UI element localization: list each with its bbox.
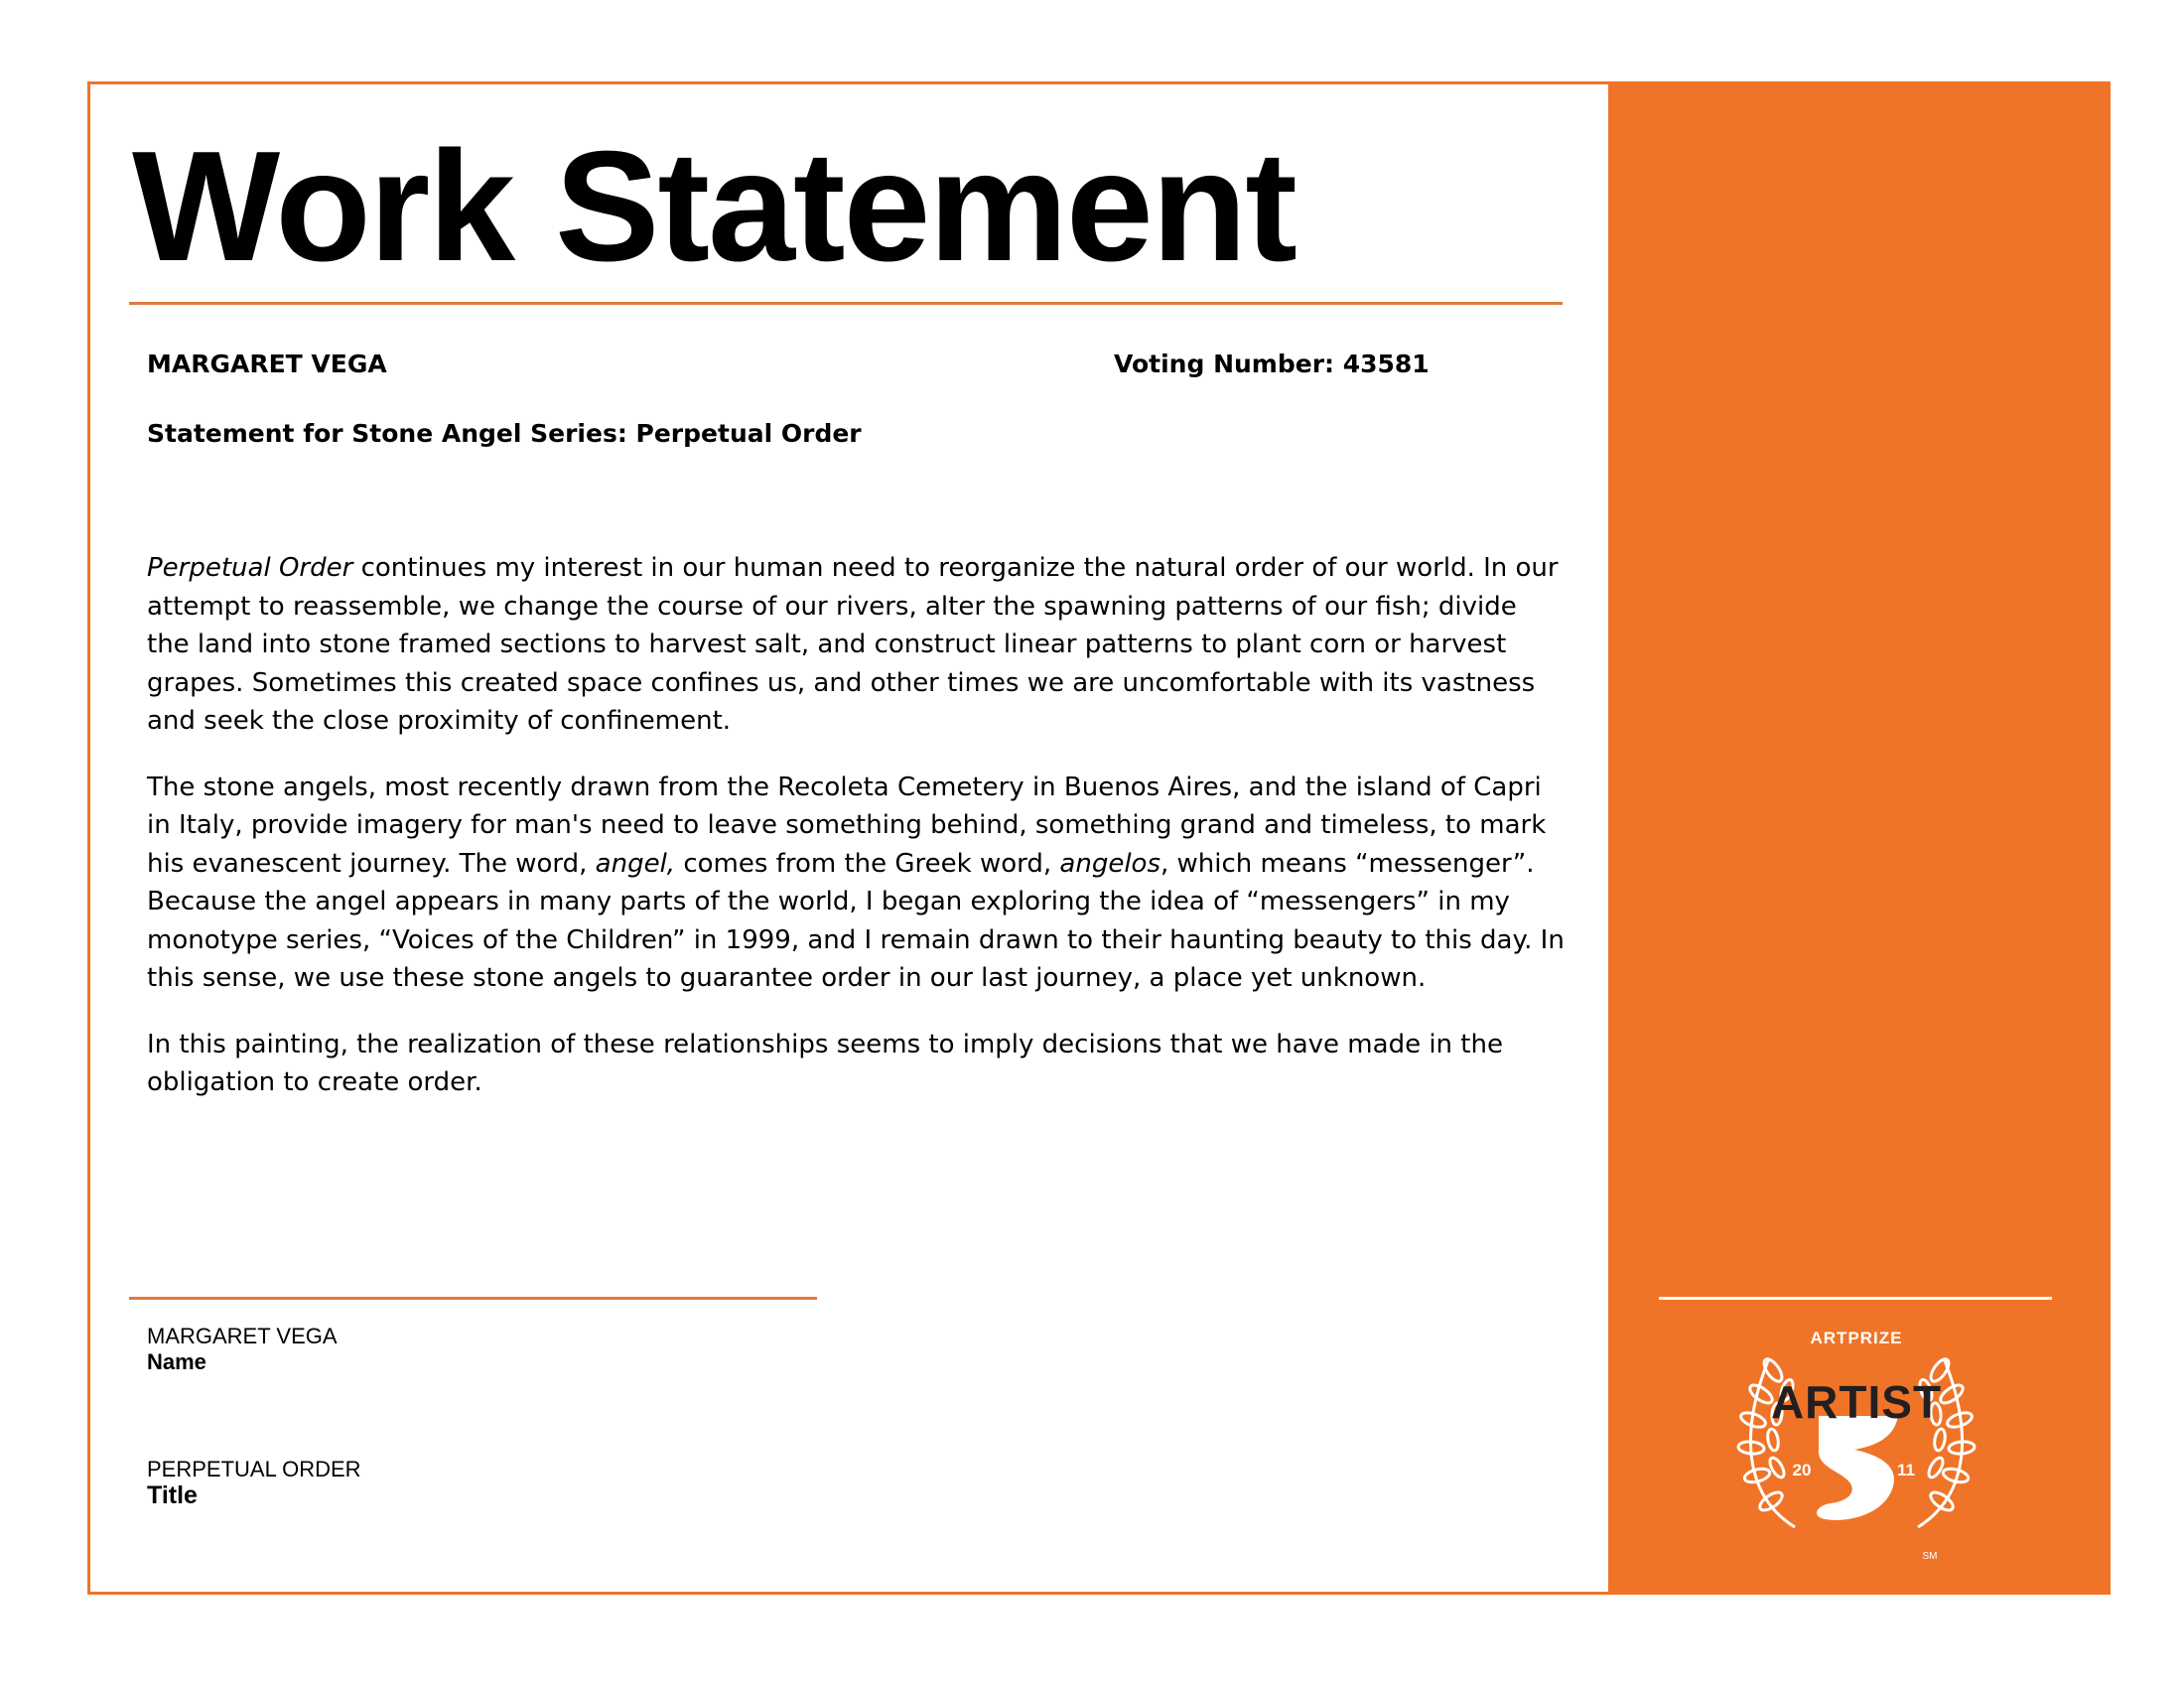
paragraph-2: The stone angels, most recently drawn from the Recoleta Cemetery in Buenos Aires, and the island of Capri in Italy, provide imagery for man's need to leave something behind, something grand and timeless, to mark his evanescent journey. The word, angel, comes from the Greek word, angelos, which means “messenger”. Because the angel appears in many parts of the world, I began exploring the idea of “messengers” in my monotype series, “Voices of the Children” in 1999, and I remain drawn to their haunting beauty to this day. In this sense, we use these stone angels to guarantee order in our last journey, a place yet unknown.: [147, 772, 1565, 993]
badge-top-text: ARTPRIZE: [1810, 1329, 1903, 1347]
statement-body: [147, 549, 1567, 1130]
paragraph-3: In this painting, the realization of these relationships seems to imply decisions that we have made in the obligation to create order.: [147, 1029, 1503, 1097]
badge-year-left: 20: [1792, 1461, 1812, 1479]
artprize-artist-badge: [1707, 1319, 2005, 1577]
title-label: Title: [147, 1481, 198, 1509]
statement-subtitle: Statement for Stone Angel Series: Perpetual Order: [147, 419, 862, 448]
panel-divider: [1659, 1297, 2052, 1300]
title-divider: [129, 302, 1563, 305]
signature-divider: [129, 1297, 817, 1300]
voting-number: Voting Number: 43581: [1114, 350, 1430, 378]
badge-main-text: ARTIST: [1770, 1376, 1943, 1428]
page-title: Work Statement: [132, 119, 1296, 294]
italic-work-title: Perpetual Order: [147, 553, 353, 583]
artist-name: MARGARET VEGA: [147, 350, 387, 378]
badge-year-right: 11: [1897, 1461, 1915, 1479]
badge-service-mark: SM: [1922, 1551, 1938, 1562]
artprize-emblem-icon: [1817, 1416, 1898, 1520]
title-value: PERPETUAL ORDER: [147, 1457, 361, 1481]
name-value: MARGARET VEGA: [147, 1324, 338, 1348]
paragraph-1: Perpetual Order continues my interest in our human need to reorganize the natural order of our world. In our attempt to reassemble, we change the course of our rivers, alter the spawning patterns of our fish; divide the land into stone framed sections to harvest salt, and construct linear patterns to plant corn or harvest grapes. Sometimes this created space confines us, and other times we are uncomfortable with its vastness and seek the close proximity of confinement.: [147, 553, 1559, 736]
name-label: Name: [147, 1349, 206, 1374]
